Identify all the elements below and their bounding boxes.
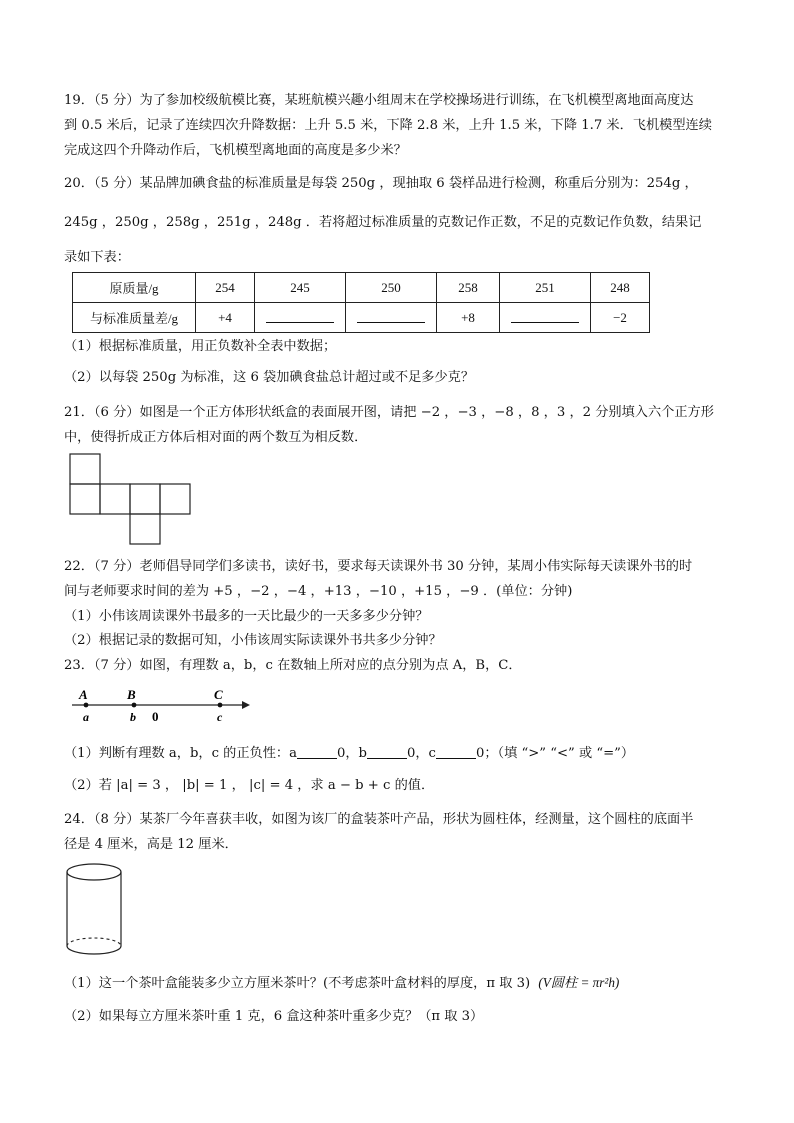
answer-blank[interactable]	[357, 308, 425, 323]
q22-sub1: （1）小伟该周读课外书最多的一天比最少的一天多多少分钟？	[64, 609, 429, 624]
label-a: a	[83, 710, 89, 724]
net-square	[100, 484, 130, 514]
cylinder-top	[67, 864, 121, 880]
table-cell: 251	[500, 273, 591, 303]
label-A: A	[79, 687, 88, 702]
net-square	[130, 484, 160, 514]
q20-sub1: （1）根据标准质量，用正负数补全表中数据；	[64, 339, 337, 354]
q19-line1: 19．（5 分）为了参加校级航模比赛，某班航模兴趣小组周末在学校操场进行训练，在飞机模型离地面高度达	[64, 93, 694, 108]
table-cell: 258	[437, 273, 500, 303]
table-row	[73, 303, 650, 333]
table-cell: +8	[437, 303, 500, 333]
table-cell: −2	[591, 303, 650, 333]
label-B: B	[127, 687, 136, 702]
axis-arrow	[242, 701, 250, 709]
answer-blank[interactable]	[266, 308, 334, 323]
table-cell-blank[interactable]	[255, 303, 346, 333]
net-square	[160, 484, 190, 514]
answer-blank[interactable]	[297, 746, 337, 759]
table-header-mass: 原质量/g	[73, 273, 196, 303]
table-cell: 248	[591, 273, 650, 303]
label-C: C	[214, 687, 223, 702]
cylinder-bottom-back	[67, 938, 121, 946]
answer-blank[interactable]	[367, 746, 407, 759]
q23-sub1-suffix: 0；（填 “>” “<” 或 “=”）	[475, 746, 635, 761]
q23-sub1	[64, 745, 634, 763]
q21-line2: 中，使得折成正方体后相对面的两个数互为相反数．	[64, 430, 368, 445]
label-b: b	[130, 710, 136, 724]
table-cell: 245	[255, 273, 346, 303]
q22-line2: 间与老师要求时间的差为 +5 ，−2 ，−4 ，+13 ，−10 ，+15 ，−9 ．(单位：分钟)	[64, 584, 573, 599]
q19-line2: 到 0.5 米后，记录了连续四次升降数据：上升 5.5 米，下降 2.8 米，上升 1.5 米，下降 1.7 米．飞机模型连续	[64, 118, 712, 133]
number-line-diagram	[66, 684, 256, 728]
q24-line1: 24．（8 分）某茶厂今年喜获丰收，如图为该厂的盒装茶叶产品，形状为圆柱体，经测量，这个圆柱的底面半	[64, 812, 694, 827]
q23-line1: 23．（7 分）如图，有理数 a，b，c 在数轴上所对应的点分别为点 A，B，C．	[64, 658, 522, 673]
answer-blank[interactable]	[436, 746, 476, 759]
point-a	[84, 703, 89, 708]
q24-line2: 径是 4 厘米，高是 12 厘米．	[64, 837, 238, 852]
point-c	[218, 703, 223, 708]
q22-line1: 22．（7 分）老师倡导同学们多读书，读好书，要求每天读课外书 30 分钟，某周小伟实际每天读课外书的时	[64, 559, 693, 574]
table-cell-blank[interactable]	[346, 303, 437, 333]
q19-line3: 完成这四个升降动作后，飞机模型离地面的高度是多少米？	[64, 143, 407, 158]
table-cell-blank[interactable]	[500, 303, 591, 333]
table-cell: +4	[196, 303, 255, 333]
net-square	[70, 454, 100, 484]
q20-line3: 录如下表：	[64, 250, 130, 265]
cylinder-volume-formula: (V圆柱 = πr²h)	[538, 975, 620, 990]
q20-line1: 20．（5 分）某品牌加碘食盐的标准质量是每袋 250g ，现抽取 6 袋样品进行检测，称重后分别为：254g ，	[64, 176, 698, 191]
q21-line1: 21．（6 分）如图是一个正方体形状纸盒的表面展开图，请把 −2 ，−3 ，−8 ，8 ，3 ，2 分别填入六个正方形	[64, 405, 714, 420]
net-square	[130, 514, 160, 544]
q22-sub2: （2）根据记录的数据可知，小伟该周实际读课外书共多少分钟？	[64, 633, 442, 648]
cube-net-diagram	[60, 446, 200, 548]
q23-sub2: （2）若 |a| = 3 ， |b| = 1 ， |c| = 4 ，求 a − b + c 的值．	[64, 778, 435, 793]
q24-sub1-text: （1）这一个茶叶盒能装多少立方厘米茶叶？(不考虑茶叶盒材料的厚度，π 取 3)	[64, 976, 531, 991]
net-square	[70, 484, 100, 514]
q24-sub1	[64, 974, 619, 993]
cylinder-diagram	[62, 860, 128, 960]
label-zero: 0	[152, 709, 159, 724]
answer-blank[interactable]	[511, 308, 579, 323]
point-b	[132, 703, 137, 708]
label-c: c	[217, 710, 223, 724]
cylinder-bottom-front	[67, 946, 121, 954]
q23-sub1-part: 0，b	[336, 746, 367, 761]
q23-sub1-part: 0，c	[406, 746, 436, 761]
q23-sub1-prefix: （1）判断有理数 a，b，c 的正负性：a	[64, 746, 297, 761]
table-header-diff: 与标准质量差/g	[73, 303, 196, 333]
q20-sub2: （2）以每袋 250g 为标准，这 6 袋加碘食盐总计超过或不足多少克？	[64, 370, 475, 385]
table-row	[73, 273, 650, 303]
table-cell: 254	[196, 273, 255, 303]
q20-line2: 245g ，250g ，258g ，251g ，248g ．若将超过标准质量的克数记作正数，不足的克数记作负数，结果记	[64, 215, 702, 230]
q20-table	[72, 272, 650, 333]
q24-sub2: （2）如果每立方厘米茶叶重 1 克，6 盒这种茶叶重多少克？（π 取 3）	[64, 1009, 484, 1024]
table-cell: 250	[346, 273, 437, 303]
